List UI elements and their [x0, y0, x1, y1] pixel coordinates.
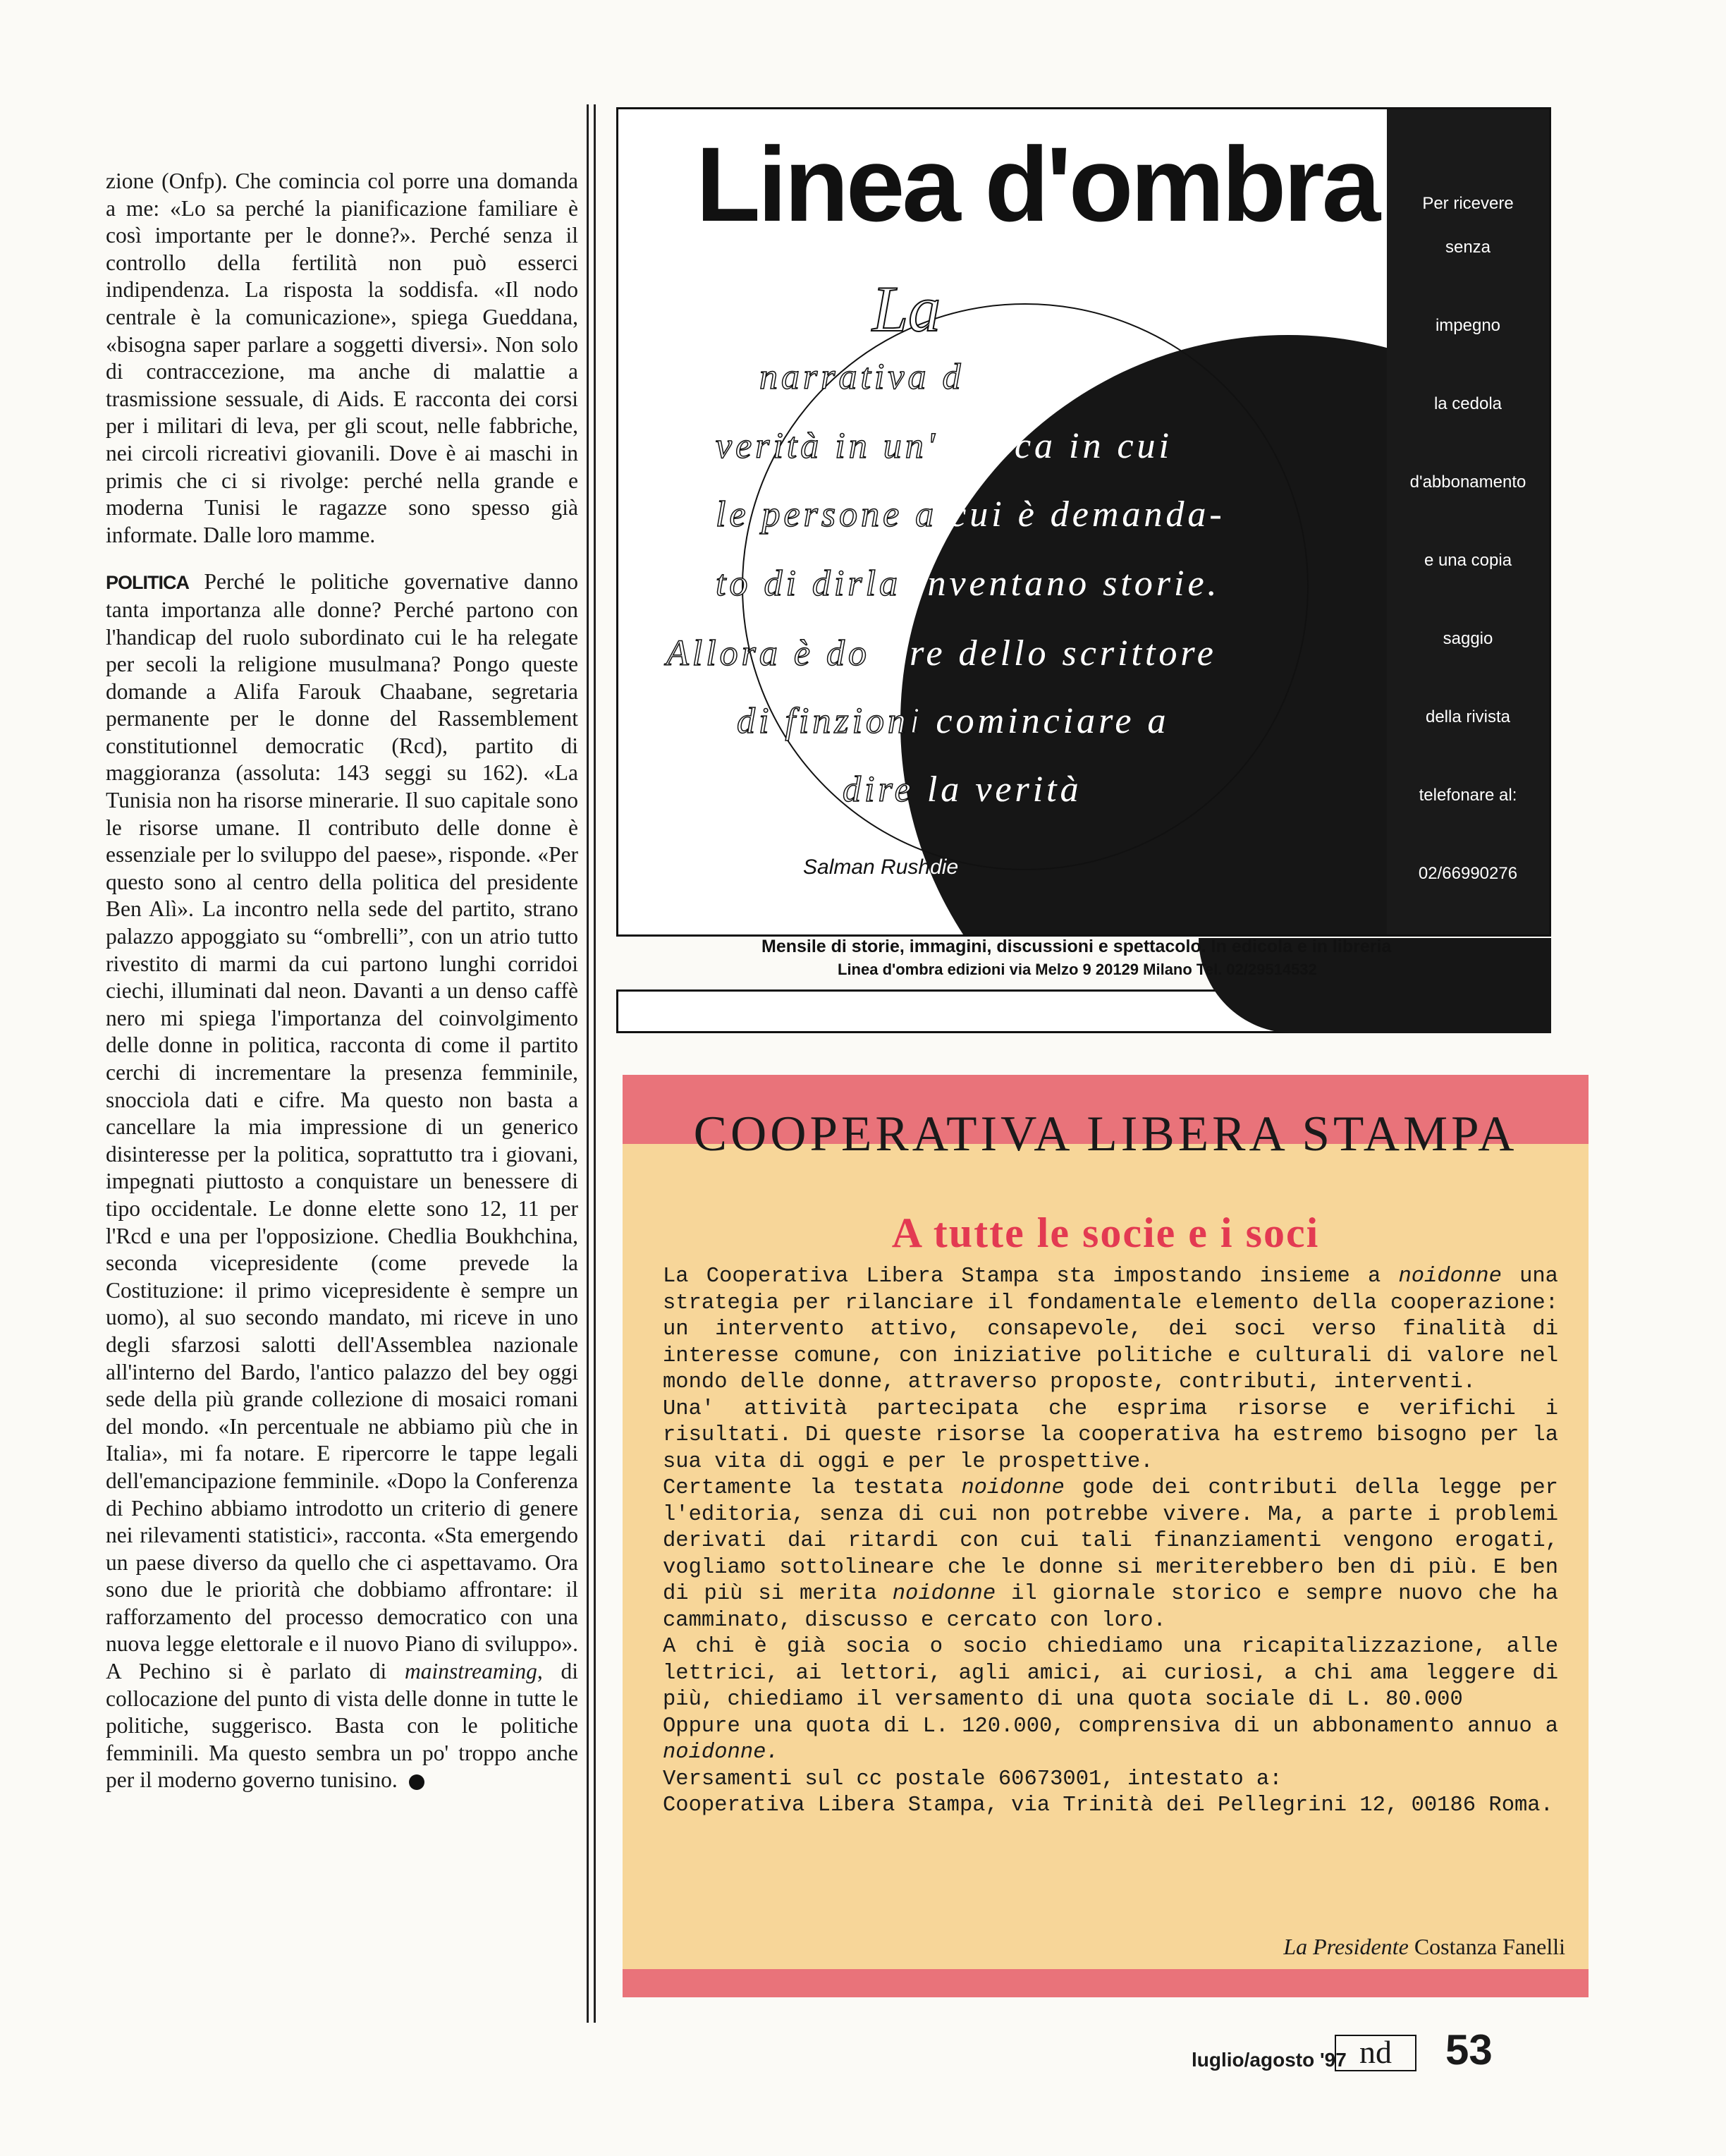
article-paragraph [106, 568, 578, 1794]
ad-quote-fragment: cominciare a [936, 701, 1170, 741]
cooperative-paragraph: A chi è già socia o socio chiediamo una ricapitalizzazione, alle lettrici, ai lettori, agli amici, ai curiosi, a chi ama leggere di più, chiediamo il versamento di una quota sociale di L. 80.000 [663, 1635, 1558, 1712]
ad-quote-fragment: epoca in cui [938, 426, 1173, 466]
ad-side-text: saggio [1443, 629, 1493, 648]
magazine-name: noidonne [892, 1582, 996, 1606]
advertisement-linea-dombra [616, 107, 1551, 937]
ad-quote-fragment: verità in un' [716, 426, 938, 466]
cooperative-title: COOPERATIVA LIBERA STAMPA [693, 1107, 1518, 1162]
ad-publisher-address: Linea d'ombra edizioni via Melzo 9 20129 Milano Tel. 02/29514532 [838, 961, 1317, 978]
text-run: La Cooperativa Libera Stampa sta impostando insieme a [663, 1265, 1399, 1289]
page-number: 53 [1445, 2026, 1493, 2073]
article-text: Perché le politiche governative danno tanta importanza alle donne? Perché partono con l'handicap del ruolo subordinato cui le ha relegate per secoli la religione musulmana? Pongo queste domande a Alifa Farouk Chaabane, segretaria permanente per le donne del Rassemblement constitutionnel democratic (Rcd), partito di maggioranza (assoluta: 143 seggi su 162). «La Tunisia non ha risorse minerarie. Il suo capitale sono le risorse umane. Il contributo delle donne è essenziale per lo sviluppo del paese», risponde. «Per questo sono al centro della politica del presidente Ben Alì». La incontro nella sede del partito, strano palazzo appoggiato su “ombrelli”, con un atrio tutto rivestito di marmi da cui partono lunghi corridoi ciechi, illuminati dal neon. Davanti a un denso caffè nero mi spiega l'importanza del coinvolgimento delle donne in politica, racconta di come il partito cerchi di incrementare la presenza femminile, snocciola dati e cifre. Ma questo non basta a cancellare la mia impressione di un generico disinteresse per la politica, soprattutto tra i giovani, impegnati piuttosto a conquistare un benessere di tipo occidentale. Le donne elette sono 12, 11 per l'Rcd e una per l'opposizione. Chedlia Boukhchina, seconda vicepresidente (come prevede la Costituzione: il primo vicepresidente è sempre un uomo), al suo secondo mandato, mi riceve in uno degli sfarzosi salotti dell'Assemblea nazionale all'interno del Bardo, l'antico palazzo del bey oggi sede della più grande collezione di mosaici romani del mondo. «In percentuale ne abbiamo più che in Italia», mi fa notare. E ripercorre le tappe legali dell'emancipazione femminile. «Dopo la Conferenza di Pechino abbiamo introdotto un criterio di genere nei rilevamenti statistici», racconta. «Sta emergendo un paese diverso da quello che ci aspettavamo. Ora sono due le priorità che dobbiamo affrontare: il rafforzamento del processo democratico con una nuova legge elettorale e il nuovo Piano di sviluppo». A Pechino si è parlato di [106, 569, 578, 1684]
ad-title: Linea d'ombra [696, 125, 1378, 243]
text-run: il giornale storico e sempre nuovo che ha camminato, discusso e cercato con loro. [663, 1582, 1558, 1633]
ad-quote-line [759, 356, 1066, 398]
ad-quote-line [716, 425, 1173, 467]
ad-quote-fragment: dire [843, 769, 914, 810]
ad-quote-author [803, 855, 958, 879]
ad-quote-fragment: Allora è do [666, 633, 870, 674]
ad-side-panel [1387, 109, 1549, 934]
text-run: una strategia per rilanciare il fondamentale elemento della cooperazione: un intervento attivo, consapevole, dei soci verso finalità di interesse comune, con iniziative politiche e culturali di valore nel mondo delle donne, attraverso proposte, contributi, interventi. [663, 1265, 1558, 1394]
issue-date: luglio/agosto '97 [1192, 2049, 1347, 2071]
ad-quote-line [716, 563, 1220, 604]
ad-quote-line [843, 769, 1082, 810]
ad-phone-number: 02/66990276 [1418, 864, 1518, 883]
ad-quote-fragment: ice la [964, 357, 1066, 397]
signature-role: La Presidente [1283, 1934, 1409, 1959]
ad-quote-fragment: to di dirla [716, 564, 914, 604]
text-run: Certamente la testata [663, 1476, 962, 1500]
ad-quote-fragment: di finzioni [737, 701, 936, 741]
magazine-name: noidonne [961, 1476, 1065, 1500]
cooperative-paragraph [663, 1475, 1558, 1634]
cooperative-subtitle: A tutte le socie e i soci [891, 1210, 1320, 1256]
ad-quote-fragment: narrativa d [759, 357, 965, 397]
ad-quote-line [666, 633, 1217, 674]
ad-side-text: telefonare al: [1419, 786, 1517, 805]
ad-quote-fragment: vere dello scrittore [869, 633, 1217, 674]
ad-quote-fragment: le persone a [716, 494, 938, 535]
ad-side-text: Per ricevere [1422, 194, 1514, 213]
magazine-name: noidonne [1398, 1265, 1502, 1289]
ad-side-text: impegno [1435, 316, 1501, 335]
column-rule [587, 104, 589, 2023]
article-column [106, 168, 578, 1794]
article-emphasis: mainstreaming, [405, 1659, 543, 1684]
cooperative-paragraph: Una' attività partecipata che esprima risorse e verifichi i risultati. Di queste risorse la cooperativa ha estremo bisogno per la sua vita di oggi e per le prospettive. [663, 1396, 1558, 1474]
magazine-name: noidonne. [663, 1741, 779, 1765]
ad-quote-initial: La [872, 273, 941, 345]
magazine-logo: nd [1335, 2035, 1416, 2071]
article-text: di collocazione del punto di vista delle donne in tutte le politiche, suggerisco. Basta con le politiche femminili. Ma questo sembra un po' troppo anche per il moderno governo tunisino. [106, 1659, 578, 1793]
ad-quote-fragment: cui è demanda- [937, 494, 1225, 535]
ad-side-text: della rivista [1425, 707, 1511, 726]
ad-caption: Mensile di storie, immagini, discussioni e spettacolo. In edicola e in libreria [761, 937, 1392, 956]
text-run: Oppure una quota di L. 120.000, comprensiva di un abbonamento annuo a [663, 1714, 1558, 1738]
article-paragraph: zione (Onfp). Che comincia col porre una domanda a me: «Lo sa perché la pianificazione familiare è così importante per le donne?». Perché senza il controllo della fertilità non può esserci indipendenza. La risposta la soddisfa. «Il nodo centrale è la comunicazione», spiega Gueddana, «bisogna saper parlare a soggetti diversi». Non solo di contraccezione, ma anche di malattie a trasmissione sessuale, di Aids. E racconta dei corsi per i militari di leva, per gli scout, nelle fabbriche, nei circoli ricreativi giovanili. Dove è ai maschi in primis che ci si rivolge: perché nella grande e moderna Tunisi le ragazze sono spesso già informate. Dalle loro mamme. [106, 169, 578, 547]
ad-side-text: senza [1445, 238, 1491, 257]
ad-quote-fragment: inventano storie. [914, 564, 1220, 604]
ad-side-text: e una copia [1424, 551, 1512, 570]
text-run: gode dei contributi della legge per l'editoria, senza di cui non potrebbe vivere. Ma, a parte i problemi derivati dai ritardi con cui tali finanziamenti vengono erogati, vogliamo sottolineare che le donne si meriterebbero ben di più. E ben di più si merita [663, 1476, 1558, 1606]
cooperative-signature [825, 1934, 1565, 1960]
ad-author-fragment: Salman Rush [803, 855, 931, 879]
ad-quote-line [716, 494, 1225, 535]
section-label: POLITICA [106, 572, 189, 594]
cooperative-bottom-band [623, 1969, 1589, 1997]
ad-quote-fragment: la verità [914, 769, 1082, 810]
ad-quote-line [737, 700, 1169, 742]
ad-side-text: d'abbonamento [1409, 473, 1526, 492]
ad-author-fragment: die [930, 855, 959, 879]
cooperative-body [663, 1264, 1558, 1820]
cooperative-paragraph: Cooperativa Libera Stampa, via Trinità dei Pellegrini 12, 00186 Roma. [663, 1793, 1553, 1817]
cooperative-paragraph [663, 1264, 1558, 1396]
column-rule [594, 104, 596, 2023]
ad-side-text: la cedola [1433, 394, 1502, 413]
cooperative-paragraph [663, 1714, 1558, 1767]
signature-name: Costanza Fanelli [1408, 1934, 1565, 1959]
end-mark-icon [409, 1774, 424, 1790]
cooperative-paragraph: Versamenti sul cc postale 60673001, intestato a: [663, 1767, 1283, 1791]
